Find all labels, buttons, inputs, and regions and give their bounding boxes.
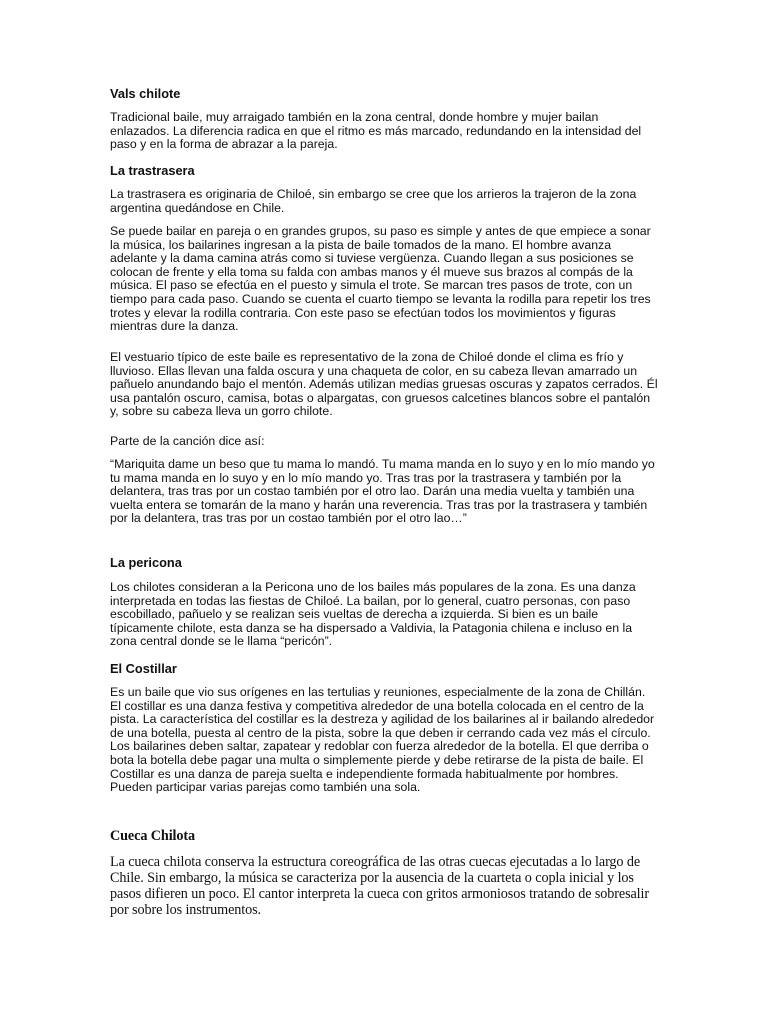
paragraph: La trastrasera es originaria de Chiloé, sin embargo se cree que los arrieros la trajeron de la zona argentina quedándose en Chile. [110, 187, 637, 215]
heading-la-pericona: La pericona [110, 555, 182, 570]
heading-cueca-chilota: Cueca Chilota [110, 828, 196, 844]
paragraph: Tradicional baile, muy arraigado también en la zona central, donde hombre y mujer bailan enlazados. La diferencia radica en que el ritmo es más marcado, redundando en la intensidad del paso y en la forma de abrazar a la pareja. [110, 110, 642, 152]
paragraph: Es un baile que vio sus orígenes en las tertulias y reuniones, especialmente de la zona de Chillán. El costillar es una danza festiva y competitiva alrededor de una botella colocada en el centro de la pista. La característica del costillar es la destreza y agilidad de los bailarines al ir bailando alrededor de una botella, puesta al centro de la pista, sobre la que deben ir cerrando cada vez más el círculo. Los bailarines deben saltar, zapatear y redoblar con fuerza alrededor de la botella. El que derriba o bota la botella debe pagar una multa o simplemente pierde y debe retirarse de la pista de baile. El Costillar es una danza de pareja suelta e independiente formada habitualmente por hombres. Pueden participar varias parejas como también una sola. [110, 685, 655, 795]
heading-el-costillar: El Costillar [110, 661, 177, 676]
paragraph: El vestuario típico de este baile es representativo de la zona de Chiloé donde el clima es frío y lluvioso. Ellas llevan una falda oscura y una chaqueta de color, en su cabeza llevan amarrado un pañuelo anundando bajo el mentón. Además utilizan medias gruesas oscuras y zapatos cerrados. Él usa pantalón oscuro, camisa, botas o alpargatas, con gruesos calcetines blancos sobre el pantalón y, sobre su cabeza lleva un gorro chilote. [110, 350, 658, 419]
song-lyrics: “Mariquita dame un beso que tu mama lo mandó. Tu mama manda en lo suyo y en lo mío mando yo tu mama manda en lo suyo y en lo mío mando yo. Tras tras por la trastrasera y también por la delantera, tras tras por un costao también por el otro lao. Darán una media vuelta y también una vuelta entera se tomarán de la mano y harán una reverencia. Tras tras por la trastrasera y también por la delantera, tras tras por un costao también por el otro lao…” [110, 457, 655, 526]
paragraph: La cueca chilota conserva la estructura coreográfica de las otras cuecas ejecutadas a lo largo de Chile. Sin embargo, la música se caracteriza por la ausencia de la cuarteta o copla inicial y los pasos difieren un poco. El cantor interpreta la cueca con gritos armoniosos tratando de sobresalir por sobre los instrumentos. [110, 854, 649, 918]
paragraph: Se puede bailar en pareja o en grandes grupos, su paso es simple y antes de que empiece a sonar la música, los bailarines ingresan a la pista de baile tomados de la mano. El hombre avanza adelante y la dama camina atrás como si tuviese vergüenza. Cuando llegan a sus posiciones se colocan de frente y ella toma su falda con ambas manos y él mueve sus brazos al compás de la música. El paso se efectúa en el puesto y simula el trote. Se marcan tres pasos de trote, con un tiempo para cada paso. Cuando se cuenta el cuarto tiempo se levanta la rodilla para repetir los tres trotes y elevar la rodilla contraria. Con este paso se efectúan todos los movimientos y figuras mientras dure la danza. [110, 224, 651, 334]
heading-la-trastrasera: La trastrasera [110, 163, 195, 178]
heading-vals-chilote: Vals chilote [110, 86, 181, 101]
paragraph: Los chilotes consideran a la Pericona uno de los bailes más populares de la zona. Es una danza interpretada en todas las fiestas de Chiloé. La bailan, por lo general, cuatro personas, con paso escobillado, pañuelo y se realizan seis vueltas de derecha a izquierda. Si bien es un baile típicamente chilote, esta danza se ha dispersado a Valdivia, la Patagonia chilena e incluso en la zona central donde se le llama “pericón”. [110, 580, 636, 649]
paragraph: Parte de la canción dice así: [110, 434, 265, 448]
